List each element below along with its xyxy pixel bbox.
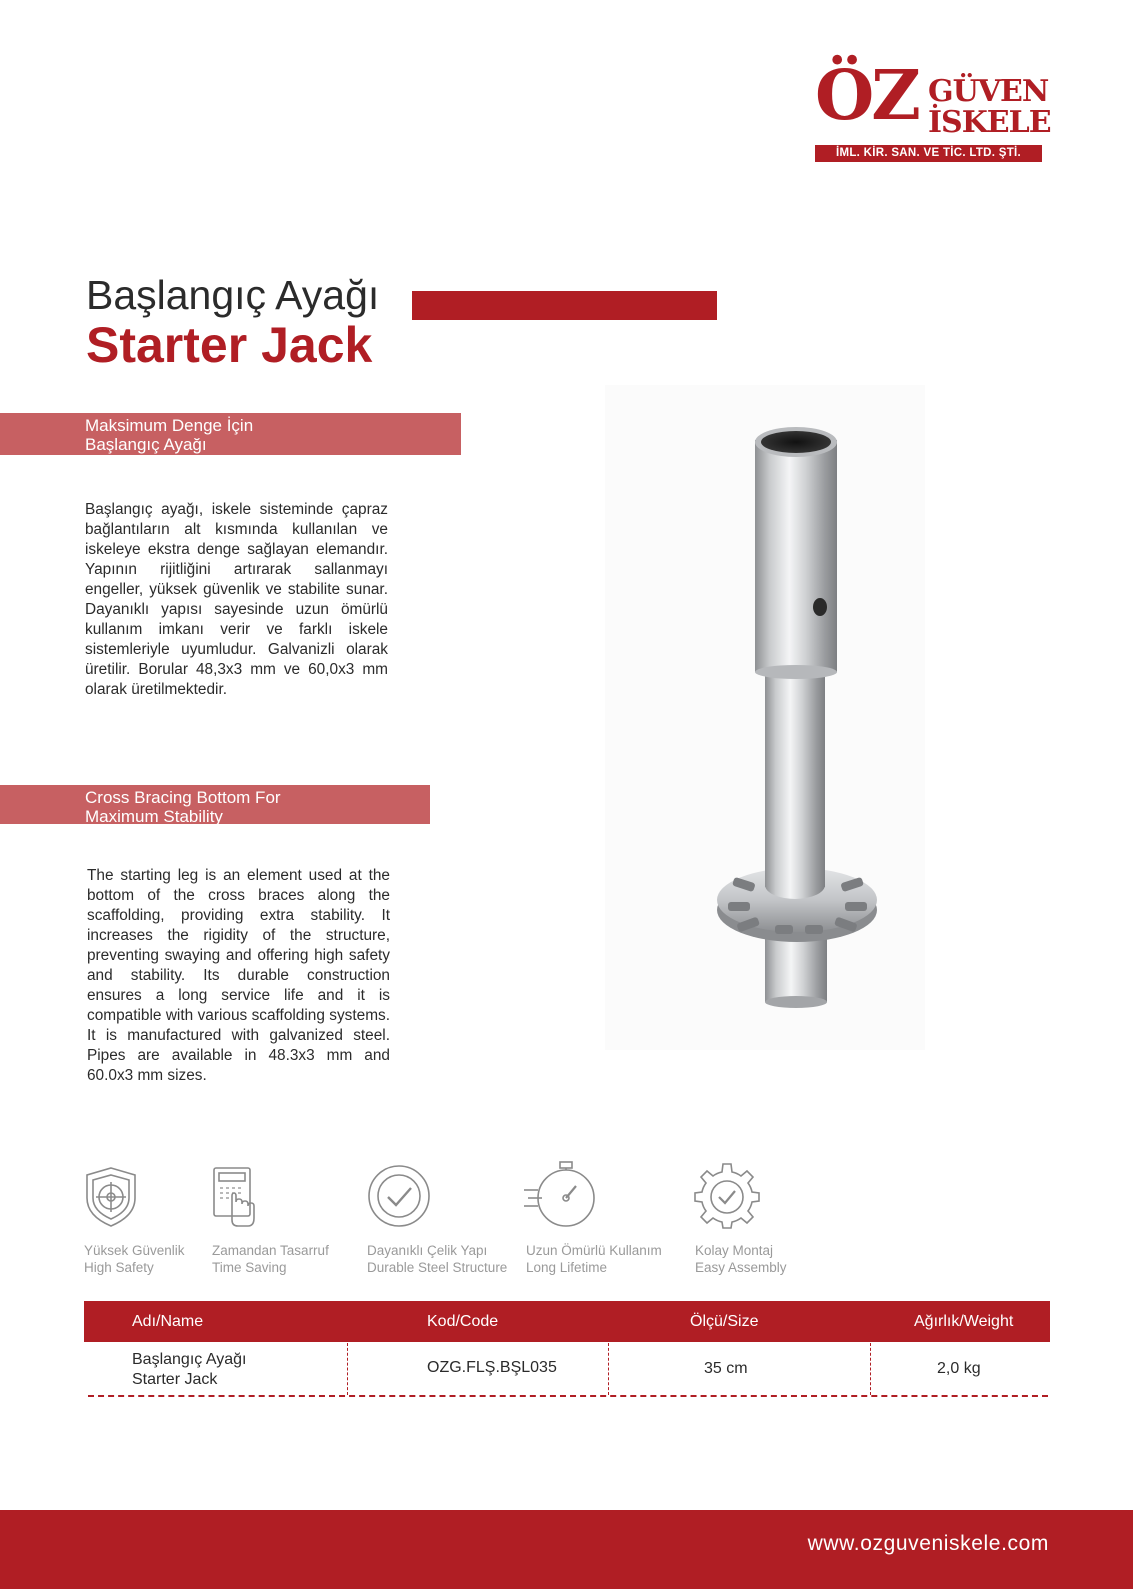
- section-heading-tr-line2: Başlangıç Ayağı: [85, 435, 207, 454]
- cell-code: OZG.FLŞ.BŞL035: [427, 1359, 557, 1376]
- section-heading-en-line2: Maximum Stability: [85, 807, 223, 826]
- table-bottom-rule: [88, 1395, 1048, 1397]
- header-code: Kod/Code: [427, 1313, 499, 1330]
- cell-name-tr: Başlangıç Ayağı: [132, 1351, 247, 1368]
- feature-label-en: Time Saving: [212, 1260, 287, 1275]
- cell-size: 35 cm: [704, 1360, 748, 1377]
- check-circle-icon: [363, 1160, 435, 1232]
- cell-weight: 2,0 kg: [937, 1360, 981, 1377]
- feature-label-en: High Safety: [84, 1260, 154, 1275]
- logo-company-type: İML. KİR. SAN. VE TİC. LTD. ŞTİ.: [815, 145, 1042, 162]
- logo-guven-text: GÜVEN: [928, 74, 1049, 109]
- table-divider: [608, 1343, 609, 1395]
- feature-label-tr: Kolay Montaj: [695, 1243, 774, 1258]
- feature-easy-assembly-label: [695, 1242, 787, 1276]
- description-en: The starting leg is an element used at the bottom of the cross braces along the scaffolding, providing extra stability. It increases the rigidity of the structure, preventing swaying and offering high safety and stability. Its durable construction ensures a long service life and it is compatible with various scaffolding systems. It is manufactured with galvanized steel. Pipes are available in 48.3x3 mm and 60.0x3 mm sizes.: [87, 867, 390, 1084]
- gear-check-icon: [691, 1160, 763, 1232]
- feature-long-lifetime-label: [526, 1242, 662, 1276]
- logo-oz-text: ÖZ: [815, 56, 918, 136]
- calculator-hand-icon: [208, 1160, 280, 1232]
- feature-label-en: Long Lifetime: [526, 1260, 608, 1275]
- section-heading-en-line1: Cross Bracing Bottom For: [85, 788, 281, 807]
- table-divider: [347, 1343, 348, 1395]
- description-tr: Başlangıç ayağı, iskele sisteminde çapraz bağlantıların alt kısmında kullanılan ve iskeleye ekstra denge sağlayan elemandır. Yapının rijitliğini artırarak sallanmayı engeller, yüksek güvenlik ve stabilite sunar. Dayanıklı yapısı sayesinde uzun ömürlü kullanım imkanı verir ve farklı iskele sistemleriyle uyumludur. Galvanizli olarak üretilir. Borular 48,3x3 mm ve 60,0x3 mm olarak üretilmektedir.: [85, 501, 388, 698]
- product-image: [605, 385, 925, 1050]
- footer-bar: [0, 1510, 1133, 1589]
- stopwatch-icon: [522, 1160, 594, 1232]
- company-logo: [812, 56, 1051, 164]
- website-link[interactable]: www.ozguveniskele.com: [807, 1532, 1049, 1555]
- section-heading-tr-line1: Maksimum Denge İçin: [85, 416, 254, 435]
- feature-label-tr: Yüksek Güvenlik: [84, 1243, 185, 1258]
- section-heading-en: [0, 785, 430, 824]
- cell-name-en: Starter Jack: [132, 1371, 218, 1388]
- header-size: Ölçü/Size: [690, 1313, 759, 1330]
- header-weight: Ağırlık/Weight: [914, 1313, 1014, 1330]
- feature-time-saving-label: [212, 1242, 329, 1276]
- feature-label-en: Easy Assembly: [695, 1260, 787, 1275]
- table-divider: [870, 1343, 871, 1395]
- feature-label-tr: Zamandan Tasarruf: [212, 1243, 329, 1258]
- spec-table-row: [84, 1342, 1050, 1398]
- feature-label-tr: Uzun Ömürlü Kullanım: [526, 1243, 662, 1258]
- feature-high-safety-label: [84, 1242, 185, 1276]
- feature-durable-steel-label: [367, 1242, 507, 1276]
- cell-name: [132, 1350, 246, 1390]
- section-heading-tr: [0, 413, 461, 455]
- shield-icon: [80, 1160, 152, 1232]
- spec-table-header: [84, 1301, 1050, 1342]
- title-accent-bar: [412, 291, 717, 320]
- header-name: Adı/Name: [132, 1313, 204, 1330]
- product-title-en: Starter Jack: [86, 317, 373, 373]
- feature-label-tr: Dayanıklı Çelik Yapı: [367, 1243, 488, 1258]
- feature-label-en: Durable Steel Structure: [367, 1260, 508, 1275]
- feature-list: [80, 1160, 840, 1280]
- logo-iskele-text: İSKELE: [928, 105, 1051, 140]
- product-title-tr: Başlangıç Ayağı: [86, 272, 380, 318]
